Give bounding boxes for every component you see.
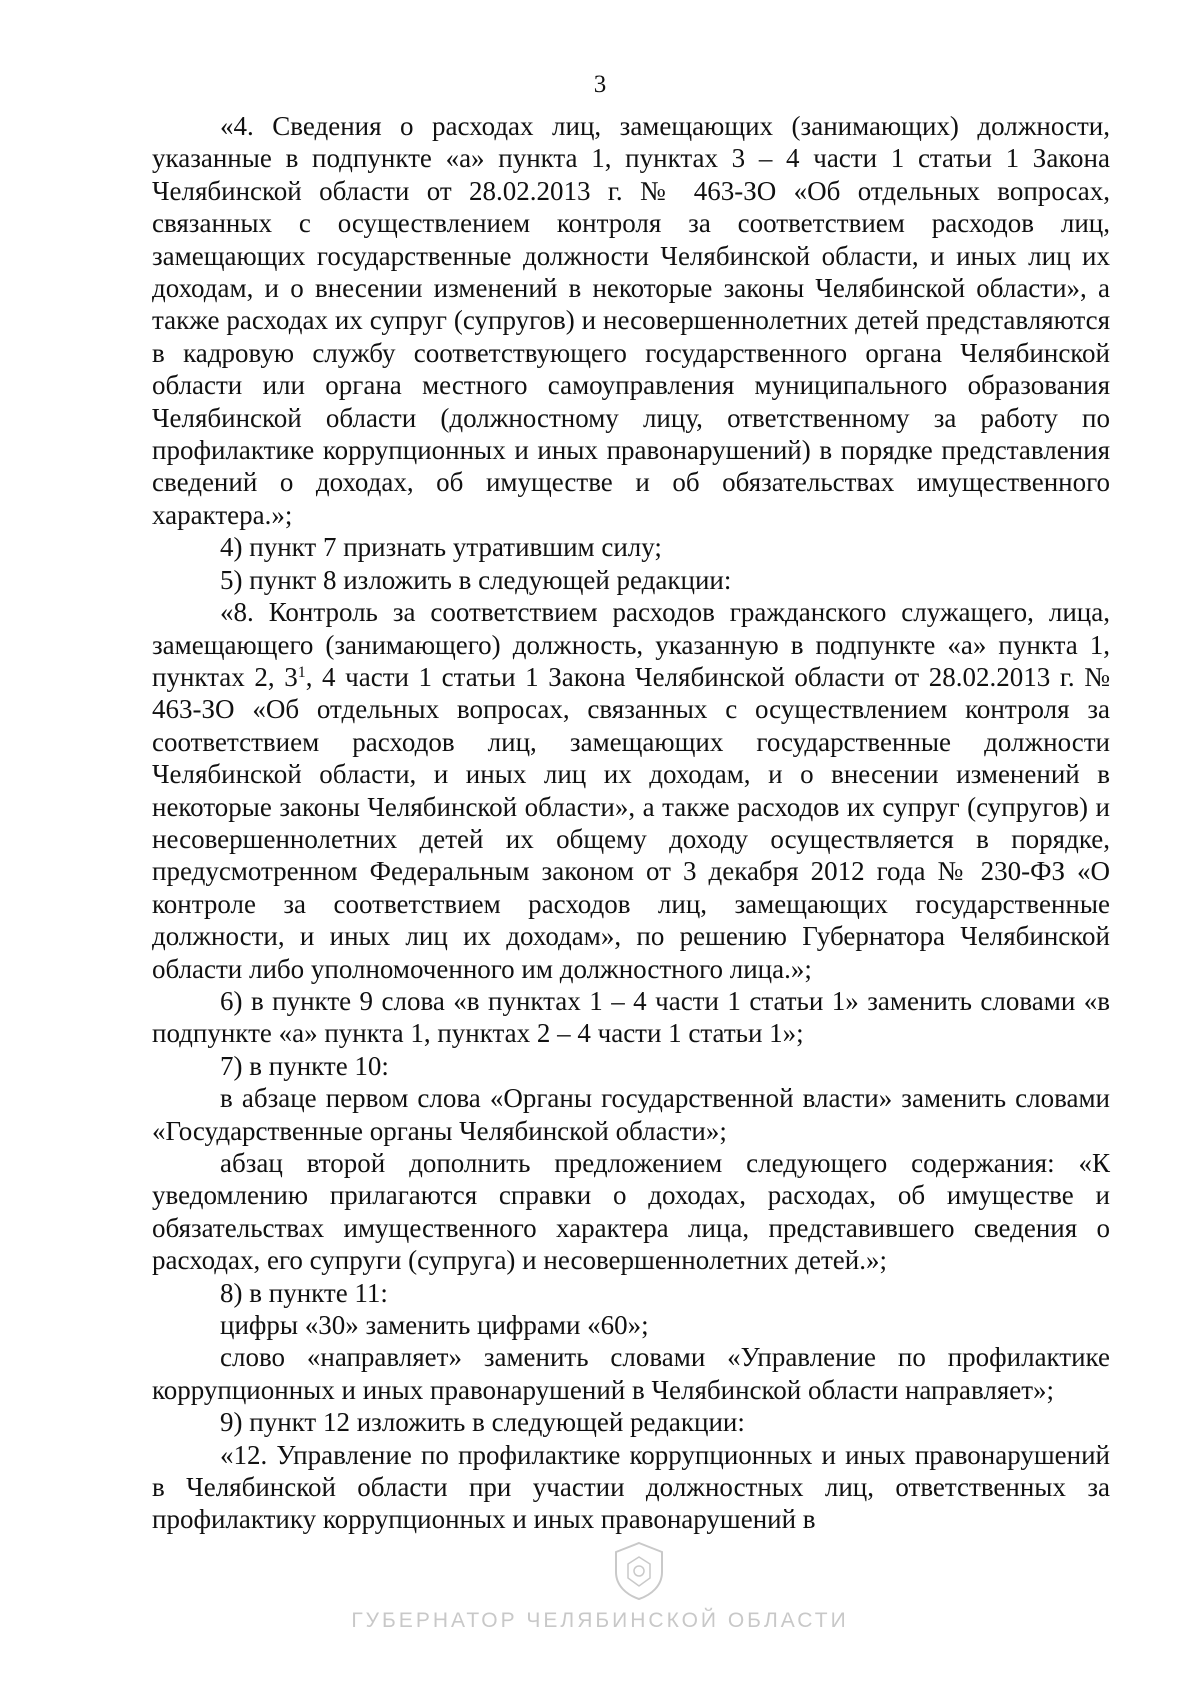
amendment-item-8-digits: цифры «30» заменить цифрами «60»; (220, 1310, 649, 1341)
paragraph-8-text-end: , 4 части 1 статьи 1 Закона Челябинской области от 28.02.2013 г. № 463-ЗО «Об отдельных вопросах, связанных с осуществлением контроля за соответствием расходов лиц, замещающих государственные должности Челябинской области, и иных лиц их доходам, и о внесении изменений в некоторые законы Челябинской области», а также расходов их супруг (супругов) и несовершеннолетних детей их общему доходу осуществляется в порядке, предусмотренном Федеральным законом от 3 декабря 2012 года № 230-ФЗ «О контроле за соответствием расходов лиц, замещающих государственные должности, и иных лиц их доходам», по решению Губернатора Челябинской области либо уполномоченного им должностного лица.»; (152, 661, 1110, 984)
amendment-item-9: 9) пункт 12 изложить в следующей редакции: (220, 1407, 745, 1438)
superscript-1: 1 (297, 663, 306, 681)
amendment-item-6: 6) в пункте 9 слова «в пунктах 1 – 4 части 1 статьи 1» заменить словами «в подпункте «а» пункта 1, пунктах 2 – 4 части 1 статьи 1»; (152, 985, 1110, 1049)
seal-emblem-icon (610, 1540, 668, 1602)
page-number: 3 (593, 71, 607, 98)
amendment-item-7-first-paragraph: в абзаце первом слова «Органы государственной власти» заменить словами «Государственные органы Челябинской области»; (152, 1083, 1110, 1146)
paragraph-4-definition: «4. Сведения о расходах лиц, замещающих (занимающих) должности, указанные в подпункте «а» пункта 1, пунктах 3 – 4 части 1 статьи 1 Закона Челябинской области от 28.02.2013 г. № 463-ЗО «Об отдельных вопросах, связанных с осуществлением контроля за соответствием расходов лиц, замещающих государственные должности Челябинской области, и иных лиц их доходам, и о внесении изменений в некоторые законы Челябинской области», а также расходах их супруг (супругов) и несовершеннолетних детей представляются в кадровую службу соответствующего государственного органа Челябинской области или органа местного самоуправления муниципального образования Челябинской области (должностному лицу, ответственному за работу по профилактике коррупционных и иных правонарушений) в порядке представления сведений о доходах, об имуществе и об обязательствах имущественного характера.»; (152, 111, 1110, 530)
amendment-item-5: 5) пункт 8 изложить в следующей редакции: (220, 564, 732, 595)
paragraph-8-text-start: «8. Контроль за соответствием расходов гражданского служащего, лица, замещающего (занимающего) должность, указанную в подпункте «а» пункта 1, пунктах 2, 3 (152, 597, 1110, 692)
amendment-item-7: 7) в пункте 10: (220, 1050, 389, 1081)
amendment-item-8: 8) в пункте 11: (220, 1277, 388, 1308)
document-body (152, 110, 1110, 1536)
amendment-item-7-second-paragraph: абзац второй дополнить предложением следующего содержания: «К уведомлению прилагаются справки о доходах, расходах, об имуществе и обязательствах имущественного характера лица, представившего сведения о расходах, его супруги (супруга) и несовершеннолетних детей.»; (152, 1148, 1110, 1276)
paragraph-8-definition (152, 596, 1110, 985)
paragraph-12-definition: «12. Управление по профилактике коррупционных и иных правонарушений в Челябинской области при участии должностных лиц, ответственных за профилактику коррупционных и иных правонарушений в (152, 1439, 1110, 1535)
amendment-item-4: 4) пункт 7 признать утратившим силу; (220, 532, 662, 563)
watermark-stamp: ГУБЕРНАТОР ЧЕЛЯБИНСКОЙ ОБЛАСТИ (351, 1609, 849, 1632)
amendment-item-8-word: слово «направляет» заменить словами «Управление по профилактике коррупционных и иных правонарушений в Челябинской области направляет»; (152, 1342, 1110, 1405)
